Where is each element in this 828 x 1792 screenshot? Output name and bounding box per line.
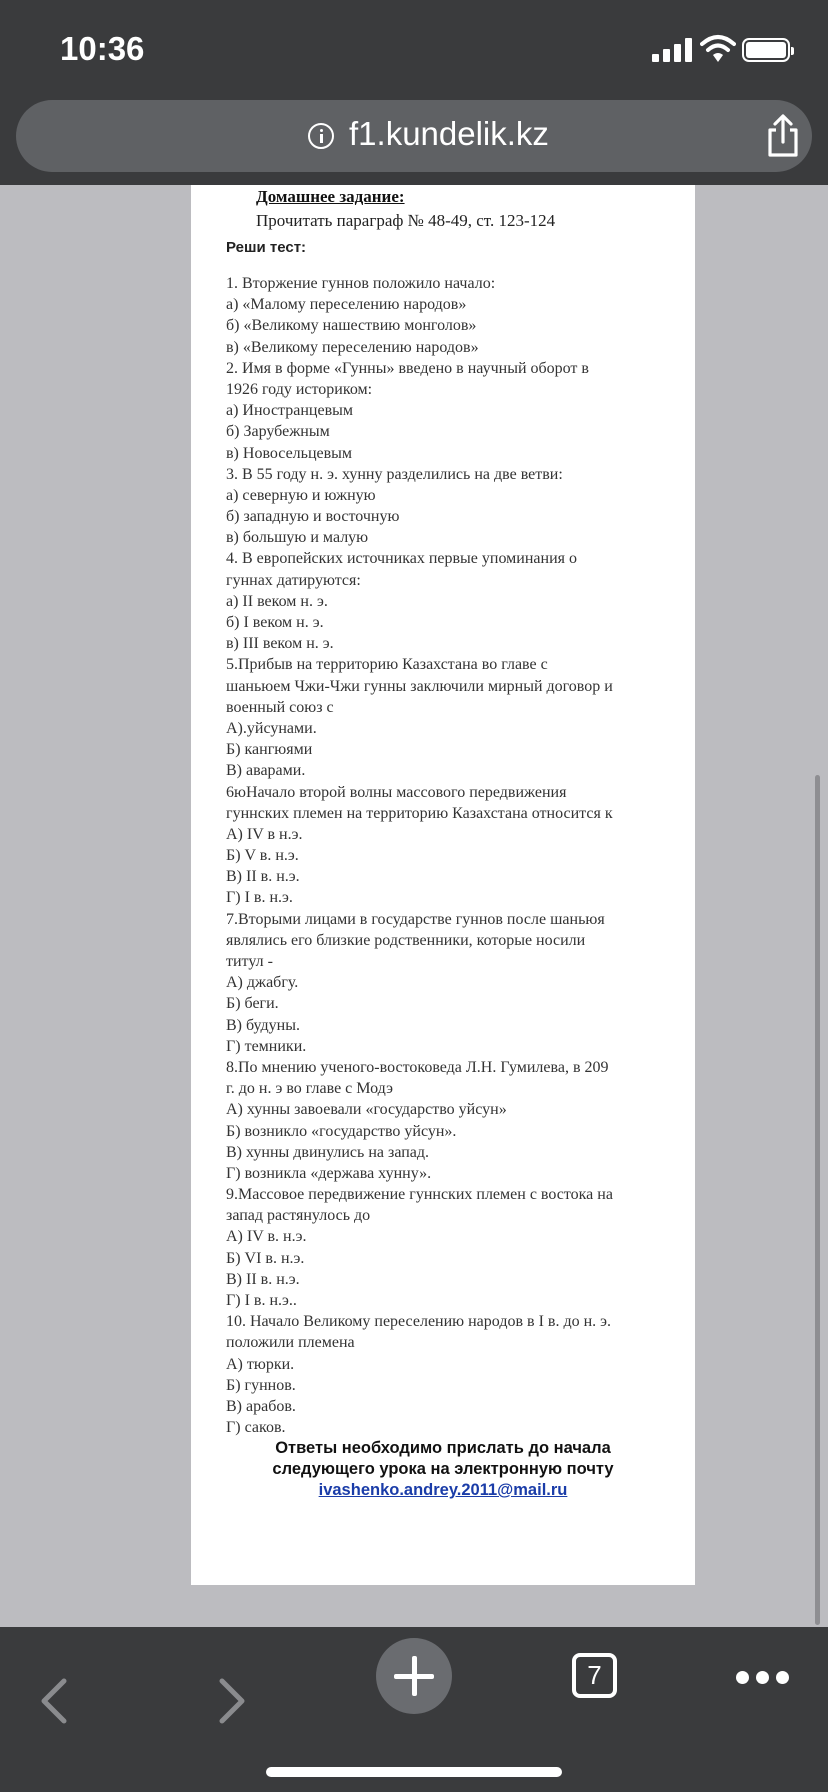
chevron-right-icon[interactable] [212, 1675, 252, 1727]
tabs-icon[interactable]: 7 [572, 1653, 617, 1698]
text-line: Г) саков. [226, 1419, 286, 1437]
text-line: в) большую и малую [226, 529, 369, 547]
text-line: Г) возникла «держава хунну». [226, 1164, 432, 1182]
chevron-left-icon[interactable] [34, 1675, 74, 1727]
text-line: в) «Великому переселению народов» [226, 338, 479, 356]
text-line: 1. Вторжение гуннов положило начало: [226, 275, 496, 292]
wifi-icon [700, 34, 736, 64]
more-icon[interactable] [736, 1671, 790, 1685]
text-line: А) IV в. н.э. [226, 1228, 307, 1246]
test-questions [226, 273, 686, 1438]
text-line: являлись его близкие родственники, которые носили [226, 931, 586, 949]
text-line: В) II в. н.э. [226, 1270, 300, 1288]
text-line: В) хунны двинулись на запад. [226, 1143, 430, 1161]
share-icon[interactable] [764, 114, 802, 158]
text-line: шаньюем Чжи-Чжи гунны заключили мирный договор и [226, 677, 613, 695]
text-line: Б) V в. н.э. [226, 847, 299, 865]
home-indicator[interactable] [266, 1767, 562, 1777]
text-line: А) IV в н.э. [226, 825, 303, 843]
text-line: военный союз с [226, 698, 334, 716]
text-line: г. до н. э во главе с Модэ [226, 1080, 394, 1098]
text-line: б) «Великому нашествию монголов» [226, 317, 477, 335]
text-line: А) джабгу. [226, 974, 299, 992]
submission-note [191, 1438, 695, 1501]
text-line: а) «Малому переселению народов» [226, 296, 467, 314]
text-line: Г) I в. н.э.. [226, 1292, 297, 1309]
text-line: А).уйсунами. [226, 719, 317, 737]
text-line: А) тюрки. [226, 1355, 295, 1373]
text-line: В) будуны. [226, 1016, 300, 1034]
address-bar[interactable] [16, 100, 812, 172]
test-title: Реши тест: [226, 239, 307, 256]
document-page [191, 185, 695, 1585]
text-line: В) II в. н.э. [226, 868, 300, 886]
text-line: Б) беги. [226, 995, 279, 1013]
battery-icon [742, 38, 790, 62]
text-line: а) северную и южную [226, 486, 376, 504]
text-line: запад растянулось до [226, 1207, 371, 1225]
footer-line: Ответы необходимо прислать до начала [275, 1439, 611, 1457]
text-line: Б) VI в. н.э. [226, 1249, 305, 1267]
text-line: 3. В 55 году н. э. хунну разделились на две ветви: [226, 465, 563, 483]
text-line: А) хунны завоевали «государство уйсун» [226, 1101, 507, 1119]
text-line: В) аварами. [226, 762, 306, 780]
status-time: 10:36 [60, 30, 145, 67]
text-line: Б) возникло «государство уйсун». [226, 1122, 457, 1140]
text-line: гуннских племен на территорию Казахстана относится к [226, 804, 613, 822]
text-line: б) I веком н. э. [226, 614, 324, 631]
text-line: Г) темники. [226, 1037, 307, 1055]
homework-title: Домашнее задание: [256, 187, 405, 206]
text-line: 10. Начало Великому переселению народов в I в. до н. э. [226, 1313, 612, 1331]
email-link[interactable]: ivashenko.andrey.2011@mail.ru [318, 1481, 568, 1499]
text-line: Б) гуннов. [226, 1376, 296, 1394]
cellular-signal-icon [652, 38, 694, 62]
text-line: положили племена [226, 1334, 355, 1352]
text-line: В) арабов. [226, 1397, 296, 1415]
text-line: б) западную и восточную [226, 508, 400, 526]
text-line: б) Зарубежным [226, 423, 330, 441]
text-line: 6юНачало второй волны массового передвижения [226, 783, 567, 801]
text-line: титул - [226, 953, 273, 970]
browser-top-bar [0, 0, 828, 185]
text-line: в) Новосельцевым [226, 444, 353, 462]
browser-bottom-toolbar [0, 1627, 828, 1792]
url-text[interactable]: f1.kundelik.kz [349, 115, 549, 152]
info-icon[interactable] [308, 123, 334, 149]
scrollbar[interactable] [815, 775, 820, 1625]
text-line: 1926 году историком: [226, 380, 373, 398]
plus-icon[interactable] [376, 1638, 452, 1714]
text-line: а) II веком н. э. [226, 592, 328, 610]
footer-line: следующего урока на электронную почту [272, 1460, 614, 1478]
text-line: 9.Массовое передвижение гуннских племен с востока на [226, 1186, 613, 1204]
text-line: в) III веком н. э. [226, 635, 334, 653]
text-line: 4. В европейских источниках первые упоминания о [226, 550, 577, 568]
text-line: Б) кангюями [226, 741, 313, 759]
text-line: Г) I в. н.э. [226, 889, 293, 907]
homework-text: Прочитать параграф № 48-49, ст. 123-124 [256, 211, 556, 230]
text-line: гуннах датируются: [226, 571, 361, 589]
text-line: а) Иностранцевым [226, 402, 353, 420]
text-line: 5.Прибыв на территорию Казахстана во главе с [226, 656, 548, 674]
text-line: 7.Вторыми лицами в государстве гуннов после шаньюя [226, 910, 605, 928]
text-line: 2. Имя в форме «Гунны» введено в научный оборот в [226, 359, 589, 377]
text-line: 8.По мнению ученого-востоковеда Л.Н. Гумилева, в 209 [226, 1058, 609, 1076]
